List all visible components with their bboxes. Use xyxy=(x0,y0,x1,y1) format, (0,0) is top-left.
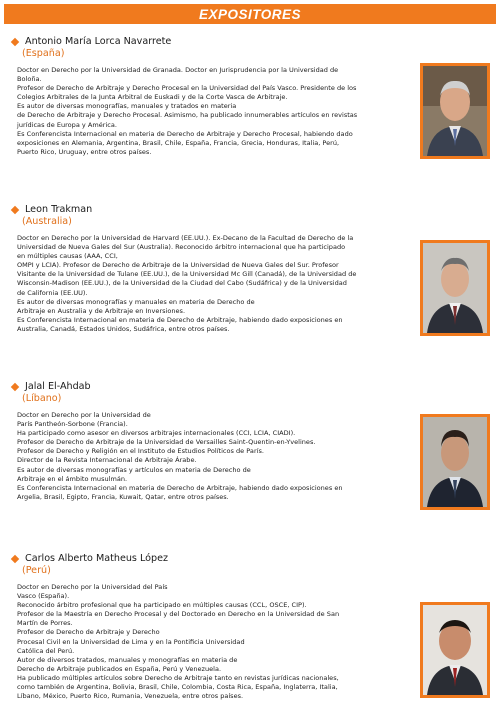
speaker-name: Carlos Alberto Matheus López xyxy=(25,553,169,564)
diamond-bullet-icon xyxy=(11,382,19,390)
speaker-country: (Líbano) xyxy=(22,393,62,404)
portrait-photo-icon xyxy=(420,240,490,336)
bio-line: Universidad de Nueva Gales del Sur (Australia). Reconocido árbitro internacional que ha participado xyxy=(17,243,346,252)
bio-line: Es autor de diversas monografías, manuales y tratados en materia xyxy=(17,102,237,111)
bio-line: Doctor en Derecho por la Universidad de xyxy=(17,411,151,419)
speaker-bio xyxy=(17,411,343,502)
speaker-country: (Australia) xyxy=(22,216,72,227)
bio-line: Profesor de Derecho de Arbitraje de la Universidad de Versailles Saint-Quentin-en-Yvelines. xyxy=(17,438,316,447)
bio-line: Profesor de Derecho de Arbitraje y Derecho xyxy=(17,628,160,637)
bio-line: Doctor en Derecho por la Universidad de Harvard (EE.UU.). Ex-Decano de la Facultad de Derecho de la xyxy=(17,234,354,242)
page-title: EXPOSITORES xyxy=(198,6,302,22)
speaker-name-row xyxy=(10,204,92,215)
bio-line: Doctor en Derecho por la Universidad del País xyxy=(17,583,168,591)
diamond-bullet-icon xyxy=(11,205,19,213)
speaker-bio xyxy=(17,66,357,157)
bio-line: Boloña. xyxy=(17,75,42,84)
speaker-country: (Perú) xyxy=(22,565,51,576)
speaker-name-row xyxy=(10,553,168,564)
speaker-bio xyxy=(17,583,339,701)
portrait-photo-icon xyxy=(420,63,490,159)
bio-line: jurídicas de Europa y América. xyxy=(17,120,117,129)
bio-line: Es Conferencista Internacional en materia de Derecho de Arbitraje, habiendo dado exposiciones en xyxy=(17,483,343,492)
portrait-photo-icon xyxy=(420,414,490,510)
bio-line: Profesor de Derecho de Arbitraje y Derecho Procesal en la Universidad del País Vasco. Presidente de los xyxy=(17,84,357,93)
bio-line: Profesor de Derecho y Religión en el Instituto de Estudios Políticos de París. xyxy=(17,447,264,456)
bio-line: Católica del Perú. xyxy=(17,646,75,655)
speaker-country: (España) xyxy=(22,48,65,59)
speaker-name: Jalal El-Ahdab xyxy=(25,381,91,392)
bio-line: Es Conferencista Internacional en materia de Derecho de Arbitraje, habiendo dado exposiciones en xyxy=(17,315,343,324)
diamond-bullet-icon xyxy=(11,37,19,45)
speaker-bio xyxy=(17,234,356,334)
bio-line: Es Conferencista Internacional en materia de Derecho de Arbitraje y Derecho Procesal, habiendo dado xyxy=(17,129,353,138)
bio-line: Profesor de la Maestría en Derecho Procesal y del Doctorado en Derecho en la Universidad de San xyxy=(17,610,340,619)
bio-line: en múltiples causas (AAA, CCI, xyxy=(17,252,118,261)
header-bar xyxy=(4,4,496,24)
bio-line: París Pantheón-Sorbone (Francia). xyxy=(17,420,128,429)
bio-line: Es autor de diversas monografías y manuales en materia de Derecho de xyxy=(17,297,255,306)
bio-line: Visitante de la Universidad de Tulane (EE.UU.), de la Universidad Mc Gill (Canadá), de la Universidad de xyxy=(17,270,357,279)
bio-line: Doctor en Derecho por la Universidad de Granada. Doctor en Jurisprudencia por la Universidad de xyxy=(17,66,339,74)
portrait-photo-icon xyxy=(420,602,490,698)
bio-line: Martín de Porres. xyxy=(17,619,73,628)
bio-line: de California (EE.UU). xyxy=(17,288,88,297)
bio-line: de Derecho de Arbitraje y Derecho Procesal. Asimismo, ha publicado innumerables artículos en revistas xyxy=(17,111,358,120)
bio-line: Procesal Civil en la Universidad de Lima y en la Pontificia Universidad xyxy=(17,637,245,646)
bio-line: como también de Argentina, Bolivia, Brasil, Chile, Colombia, Costa Rica, España, Inglaterra, Italia, xyxy=(17,683,338,692)
bio-line: Vasco (España). xyxy=(17,592,70,601)
bio-line: Colegios Arbitrales de la Junta Arbitral de Euskadi y de la Corte Vasca de Arbitraje. xyxy=(17,93,288,102)
bio-line: Ha participado como asesor en diversos arbitrajes internacionales (CCI, LCIA, CIADI). xyxy=(17,429,296,438)
bio-line: Derecho de Arbitraje publicados en España, Perú y Venezuela. xyxy=(17,664,222,673)
bio-line: OMPI y LCIA). Profesor de Derecho de Arbitraje de la Universidad de Nueva Gales del Sur. Profesor xyxy=(17,261,339,270)
speaker-name: Leon Trakman xyxy=(25,204,93,215)
bio-line: Es autor de diversas monografías y artículos en materia de Derecho de xyxy=(17,465,251,474)
speaker-name-row xyxy=(10,36,171,47)
diamond-bullet-icon xyxy=(11,554,19,562)
speaker-name: Antonio María Lorca Navarrete xyxy=(25,36,172,47)
bio-line: exposiciones en Alemania, Argentina, Brasil, Chile, España, Francia, Grecia, Honduras, Italia, Perú, xyxy=(17,138,340,147)
speaker-name-row xyxy=(10,381,91,392)
bio-line: Arbitraje en Australia y de Arbitraje en Inversiones. xyxy=(17,306,186,315)
bio-line: Director de la Revista Internacional de Arbitraje Árabe. xyxy=(17,456,197,465)
bio-line: Arbitraje en el ámbito musulmán. xyxy=(17,474,128,483)
bio-line: Reconocido árbitro profesional que ha participado en múltiples causas (CCL, OSCE, CIP). xyxy=(17,601,307,610)
bio-line: Australia, Canadá, Estados Unidos, Sudáfrica, entre otros países. xyxy=(17,324,230,333)
bio-line: Líbano, México, Puerto Rico, Rumania, Venezuela, entre otros países. xyxy=(17,692,244,701)
bio-line: Wisconsin-Madison (EE.UU.), de la Universidad de la Ciudad del Cabo (Sudáfrica) y de la Universidad xyxy=(17,279,347,288)
bio-line: Autor de diversos tratados, manuales y monografías en materia de xyxy=(17,655,238,664)
bio-line: Argelia, Brasil, Egipto, Francia, Kuwait, Qatar, entre otros países. xyxy=(17,492,229,501)
bio-line: Puerto Rico, Uruguay, entre otros países. xyxy=(17,147,152,156)
bio-line: Ha publicado múltiples artículos sobre Derecho de Arbitraje tanto en revistas jurídicas nacionales, xyxy=(17,673,339,682)
